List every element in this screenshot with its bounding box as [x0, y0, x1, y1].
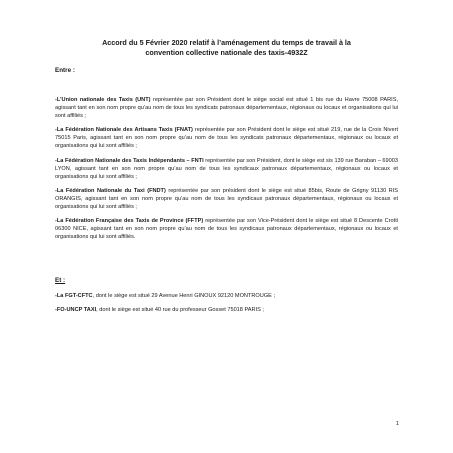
party-name: -L’Union nationale des Taxis (UNT): [55, 97, 151, 103]
section-gap: [55, 247, 398, 277]
party-fndt: [55, 187, 398, 211]
page-number: 1: [395, 421, 399, 427]
union-text: , dont le siège est situé 29 Avenue Henri GINOUX 92120 MONTROUGE ;: [92, 293, 276, 300]
party-unt: [55, 96, 398, 120]
title-line-1: Accord du 5 Février 2020 relatif à l’aménagement du temps de travail à la: [102, 38, 351, 47]
party-fnat: [55, 126, 398, 150]
party-text: représentée par son Président dont le siège est situé 219, rue de la Croix Nivert 75015 Paris, agissant tant en son nom propre qu’au nom de tous les syndicats patronaux départementaux, régionaux ou locaux et organisations qui lui sont affiliés ;: [55, 127, 399, 150]
union-name: -FO-UNCP TAXI: [55, 307, 97, 314]
party-name: -La Fédération Nationale des Taxis Indépendants – FNTI: [55, 157, 204, 164]
union-fo-uncp: [55, 306, 398, 314]
party-fnti: [55, 157, 398, 181]
document-title: [55, 38, 398, 58]
party-text: représentée par son Vice-Président dont le siège est situé 8 Descente Crotti 06300 NICE, agissant tant en son nom propre qu’au nom de tous les syndicaux patronaux départementaux, régionaux ou locaux et organisations qui lui sont affiliés.: [55, 218, 398, 241]
union-text: , dont le siège est situé 40 rue du professeur Gosset 75018 PARIS ;: [96, 307, 264, 314]
party-text: représentée par son Président, dont le siège est sis 139 rue Baraban – 69003 LYON, agissant tant en son nom propre qu’au nom de tous les syndicaux patronaux départementaux, régionaux ou locaux et organisations qui lui sont affiliés ;: [55, 157, 398, 180]
union-fgt-cftc: [55, 292, 398, 300]
party-text: représentée par son président dont le siège est situé 85bis, Route de Grigny 91130 RIS ORANGIS, agissant tant en son nom propre qu’au nom de tous les syndicaux patronaux départementaux, régionaux ou locaux et organisations qui lui sont affiliés ;: [55, 187, 398, 211]
union-name: -La FGT-CFTC: [55, 293, 93, 300]
et-label: Et :: [55, 277, 66, 285]
party-name: -La Fédération Nationale du Taxi (FNDT): [55, 187, 166, 194]
party-name: -La Fédération Française des Taxis de Province (FFTP): [55, 218, 204, 225]
party-fftp: [55, 217, 398, 241]
entre-label: Entre :: [55, 67, 75, 74]
party-name: -La Fédération Nationale des Artisans Taxis (FNAT): [55, 127, 193, 134]
title-line-2: convention collective nationale des taxis-4932Z: [145, 48, 308, 57]
party-text: représentée par son Président dont le siège social est situé 1 bis rue du Havre 75008 PARIS, agissant tant en son nom propre qu’au nom de tous les syndicats patronaux départementaux, régionaux ou locaux et organisations qui lui sont affiliés ;: [55, 97, 399, 120]
